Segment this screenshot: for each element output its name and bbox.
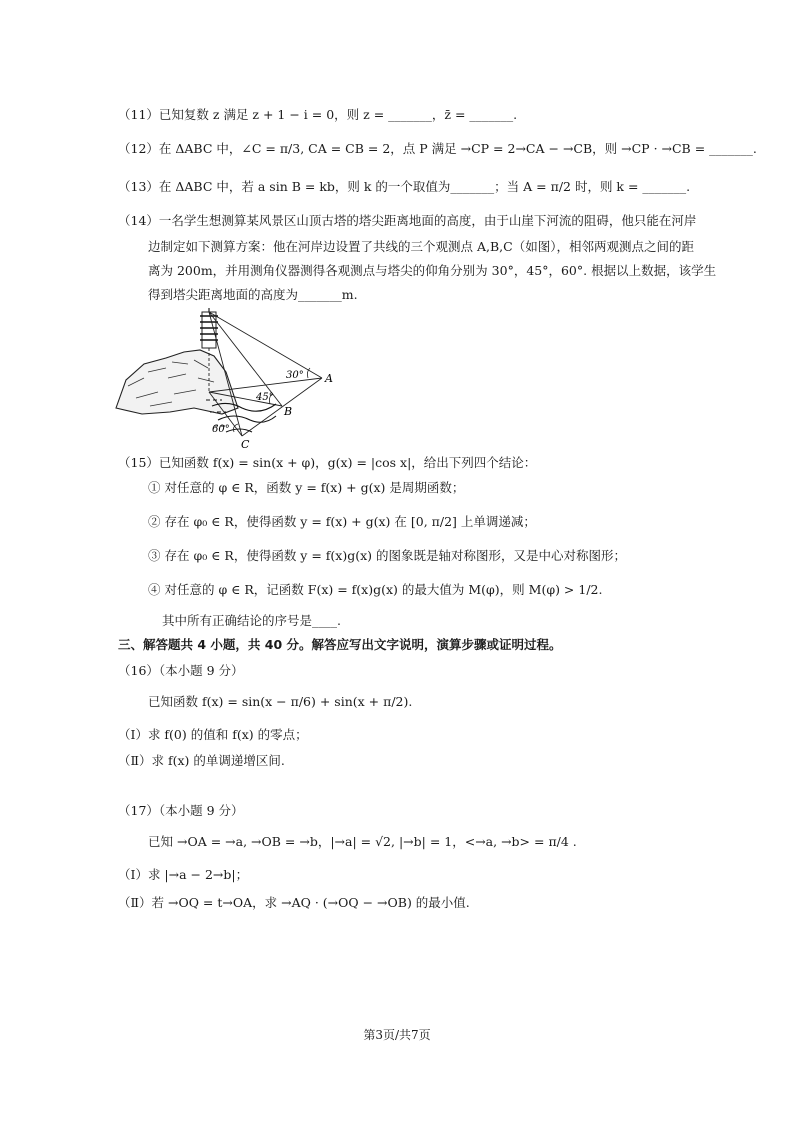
question-15-ask: 其中所有正确结论的序号是____. — [162, 613, 341, 628]
question-15-conclusion-2: ② 存在 φ₀ ∈ R，使得函数 y = f(x) + g(x) 在 [0, π/2] 上单调递减； — [148, 514, 536, 529]
pagoda-figure-drawing — [114, 308, 344, 452]
question-14-line-1: （14）一名学生想测算某风景区山顶古塔的塔尖距离地面的高度，由于山崖下河流的阻碍，他只能在河岸 — [118, 213, 697, 228]
section-3-heading: 三、解答题共 4 小题，共 40 分。解答应写出文字说明，演算步骤或证明过程。 — [118, 637, 562, 652]
question-15-stem: （15）已知函数 f(x) = sin(x + φ)，g(x) = |cos x|，给出下列四个结论： — [118, 455, 537, 470]
question-17-part-1: （Ⅰ）求 |→a − 2→b|； — [118, 867, 249, 882]
point-label-a: A — [325, 372, 333, 385]
question-13: （13）在 ΔABC 中，若 a sin B = kb，则 k 的一个取值为_______；当 A = π/2 时，则 k = _______. — [118, 179, 691, 194]
angle-label-60: 60° — [212, 424, 230, 435]
question-15-conclusion-4: ④ 对任意的 φ ∈ R，记函数 F(x) = f(x)g(x) 的最大值为 M(φ)，则 M(φ) > 1/2. — [148, 582, 603, 597]
question-17-stem: 已知 →OA = →a, →OB = →b，|→a| = √2, |→b| = 1，<→a, →b> = π/4 . — [148, 834, 577, 849]
question-15-conclusion-3: ③ 存在 φ₀ ∈ R，使得函数 y = f(x)g(x) 的图象既是轴对称图形，又是中心对称图形； — [148, 548, 626, 563]
question-12: （12）在 ΔABC 中，∠C = π/3, CA = CB = 2，点 P 满足 →CP = 2→CA − →CB，则 →CP · →CB = _______. — [118, 141, 757, 156]
question-16-stem: 已知函数 f(x) = sin(x − π/6) + sin(x + π/2). — [148, 694, 413, 709]
angle-label-30: 30° — [286, 370, 304, 381]
question-15-conclusion-1: ① 对任意的 φ ∈ R，函数 y = f(x) + g(x) 是周期函数； — [148, 480, 465, 495]
question-17-head: （17）（本小题 9 分） — [118, 803, 244, 818]
point-label-c: C — [241, 438, 250, 451]
angle-label-45: 45° — [256, 392, 274, 403]
question-14-line-3: 离为 200m，并用测角仪器测得各观测点与塔尖的仰角分别为 30°，45°，60°. 根据以上数据，该学生 — [148, 263, 717, 278]
point-label-b: B — [284, 405, 293, 418]
question-16-head: （16）（本小题 9 分） — [118, 663, 244, 678]
question-16-part-2: （Ⅱ）求 f(x) 的单调递增区间. — [118, 753, 285, 768]
question-16-part-1: （Ⅰ）求 f(0) 的值和 f(x) 的零点； — [118, 727, 308, 742]
page-footer: 第3页/共7页 — [363, 1028, 431, 1042]
question-14-line-4: 得到塔尖距离地面的高度为_______m. — [148, 287, 358, 302]
pagoda-figure — [114, 308, 344, 452]
question-14-line-2: 边制定如下测算方案：他在河岸边设置了共线的三个观测点 A,B,C（如图），相邻两观测点之间的距 — [148, 239, 694, 254]
question-17-part-2: （Ⅱ）若 →OQ = t→OA，求 →AQ · (→OQ − →OB) 的最小值. — [118, 895, 470, 910]
question-11: （11）已知复数 z 满足 z + 1 − i = 0，则 z = _______，z̄ = _______. — [118, 107, 518, 122]
